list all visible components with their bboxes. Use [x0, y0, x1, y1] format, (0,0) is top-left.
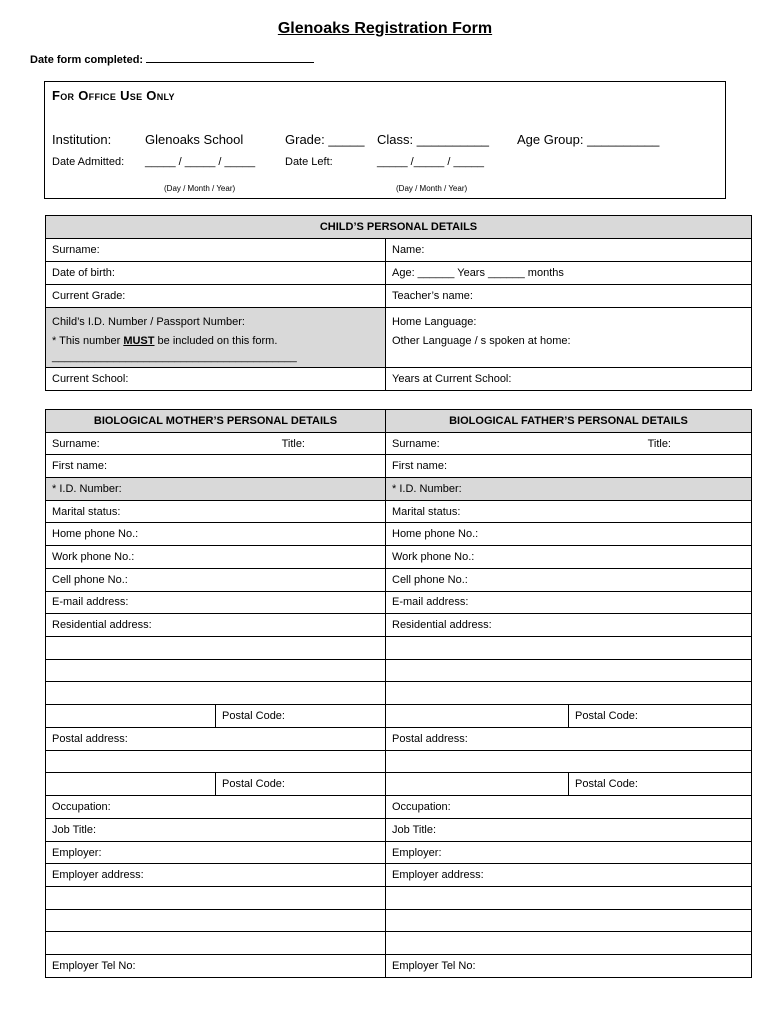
mother-residential-line[interactable]: [46, 682, 386, 705]
father-employer-address-field[interactable]: Employer address:: [386, 864, 752, 887]
parents-details-table: [45, 409, 752, 978]
office-use-box: [44, 81, 726, 199]
father-work-phone-field[interactable]: Work phone No.:: [386, 546, 752, 569]
father-occupation-field[interactable]: Occupation:: [386, 796, 752, 819]
other-language-label: Other Language / s spoken at home:: [392, 335, 571, 347]
mother-employer-address-field[interactable]: Employer address:: [46, 864, 386, 887]
child-current-school-field[interactable]: Current School:: [46, 368, 386, 391]
date-admitted-hint: (Day / Month / Year): [164, 184, 236, 193]
home-language-label: Home Language:: [392, 316, 477, 328]
mother-cell-phone-field[interactable]: Cell phone No.:: [46, 568, 386, 591]
mother-title-label: Title:: [281, 437, 305, 450]
mother-surname-label: Surname:: [52, 437, 100, 450]
child-id-note-prefix: * This number: [52, 335, 124, 347]
father-first-name-field[interactable]: First name:: [386, 455, 752, 478]
child-teacher-field[interactable]: Teacher’s name:: [386, 285, 752, 308]
age-group-field[interactable]: Age Group: __________: [517, 132, 660, 147]
mother-employer-field[interactable]: Employer:: [46, 841, 386, 864]
date-admitted-field[interactable]: _____ / _____ / _____: [145, 156, 256, 168]
child-surname-field[interactable]: Surname:: [46, 239, 386, 262]
child-dob-field[interactable]: Date of birth:: [46, 262, 386, 285]
mother-details-header: BIOLOGICAL MOTHER’S PERSONAL DETAILS: [46, 410, 386, 433]
date-left-label: Date Left:: [285, 156, 333, 168]
mother-residential-postal-code-label: Postal Code:: [222, 709, 285, 722]
date-completed-field[interactable]: [146, 54, 314, 63]
mother-occupation-field[interactable]: Occupation:: [46, 796, 386, 819]
mother-employer-tel-field[interactable]: Employer Tel No:: [46, 955, 386, 978]
mother-postal-address-field[interactable]: Postal address:: [46, 727, 386, 750]
father-postal-address-field[interactable]: Postal address:: [386, 727, 752, 750]
mother-employer-address-line[interactable]: [46, 932, 386, 955]
father-residential-line[interactable]: [386, 636, 752, 659]
father-marital-field[interactable]: Marital status:: [386, 500, 752, 523]
father-details-header: BIOLOGICAL FATHER’S PERSONAL DETAILS: [386, 410, 752, 433]
mother-employer-address-line[interactable]: [46, 887, 386, 910]
child-id-line: ________________________________________: [52, 351, 297, 363]
father-postal-blank[interactable]: [386, 773, 569, 795]
mother-job-title-field[interactable]: Job Title:: [46, 819, 386, 842]
mother-home-phone-field[interactable]: Home phone No.:: [46, 523, 386, 546]
father-job-title-field[interactable]: Job Title:: [386, 819, 752, 842]
father-employer-field[interactable]: Employer:: [386, 841, 752, 864]
mother-residential-address-field[interactable]: Residential address:: [46, 614, 386, 637]
institution-value: Glenoaks School: [145, 132, 244, 147]
child-grade-field[interactable]: Current Grade:: [46, 285, 386, 308]
father-title-label: Title:: [647, 437, 671, 450]
mother-surname-field[interactable]: [46, 432, 386, 455]
father-residential-postal-code-row[interactable]: [386, 704, 752, 727]
date-left-hint: (Day / Month / Year): [396, 184, 468, 193]
date-admitted-label: Date Admitted:: [52, 156, 125, 168]
father-employer-address-line[interactable]: [386, 887, 752, 910]
father-employer-tel-field[interactable]: Employer Tel No:: [386, 955, 752, 978]
child-age-field[interactable]: Age: ______ Years ______ months: [386, 262, 752, 285]
class-field[interactable]: Class: __________: [377, 132, 490, 147]
mother-id-field[interactable]: * I.D. Number:: [46, 478, 386, 501]
grade-field[interactable]: Grade: _____: [285, 132, 365, 147]
child-years-at-school-field[interactable]: Years at Current School:: [386, 368, 752, 391]
father-surname-label: Surname:: [392, 437, 440, 450]
child-language-field[interactable]: [386, 308, 752, 368]
father-residential-address-field[interactable]: Residential address:: [386, 614, 752, 637]
child-id-note-suffix: be included on this form.: [154, 335, 278, 347]
father-email-field[interactable]: E-mail address:: [386, 591, 752, 614]
mother-residential-postal-code-row[interactable]: [46, 704, 386, 727]
father-postal-line[interactable]: [386, 750, 752, 773]
father-home-phone-field[interactable]: Home phone No.:: [386, 523, 752, 546]
father-residential-postal-code-label: Postal Code:: [575, 709, 638, 722]
father-postal-code-row[interactable]: [386, 773, 752, 796]
must-emphasis: MUST: [123, 335, 155, 347]
date-completed-row: [30, 54, 314, 66]
date-completed-label: Date form completed:: [30, 54, 144, 66]
child-id-field[interactable]: [46, 308, 386, 368]
father-postal-code-label: Postal Code:: [575, 778, 638, 791]
child-id-label: Child’s I.D. Number / Passport Number:: [52, 316, 245, 328]
mother-residential-line[interactable]: [46, 659, 386, 682]
form-title: Glenoaks Registration Form: [277, 20, 493, 37]
mother-work-phone-field[interactable]: Work phone No.:: [46, 546, 386, 569]
mother-residential-line[interactable]: [46, 636, 386, 659]
child-name-field[interactable]: Name:: [386, 239, 752, 262]
child-details-header: CHILD’S PERSONAL DETAILS: [46, 216, 752, 239]
mother-email-field[interactable]: E-mail address:: [46, 591, 386, 614]
father-employer-address-line[interactable]: [386, 932, 752, 955]
mother-postal-code-label: Postal Code:: [222, 778, 285, 791]
date-left-field[interactable]: _____ /_____ / _____: [377, 156, 485, 168]
father-residential-line[interactable]: [386, 659, 752, 682]
mother-postal-code-row[interactable]: [46, 773, 386, 796]
father-cell-phone-field[interactable]: Cell phone No.:: [386, 568, 752, 591]
mother-postal-line[interactable]: [46, 750, 386, 773]
father-id-field[interactable]: * I.D. Number:: [386, 478, 752, 501]
father-surname-field[interactable]: [386, 432, 752, 455]
institution-label: Institution:: [52, 132, 112, 147]
child-details-table: [45, 215, 752, 391]
father-residential-line[interactable]: [386, 682, 752, 705]
mother-marital-field[interactable]: Marital status:: [46, 500, 386, 523]
mother-employer-address-line[interactable]: [46, 909, 386, 932]
father-employer-address-line[interactable]: [386, 909, 752, 932]
mother-residential-blank[interactable]: [46, 705, 216, 727]
child-id-note: [52, 332, 379, 351]
mother-first-name-field[interactable]: First name:: [46, 455, 386, 478]
father-residential-blank[interactable]: [386, 705, 569, 727]
office-use-title: For Office Use Only: [52, 88, 175, 103]
mother-postal-blank[interactable]: [46, 773, 216, 795]
